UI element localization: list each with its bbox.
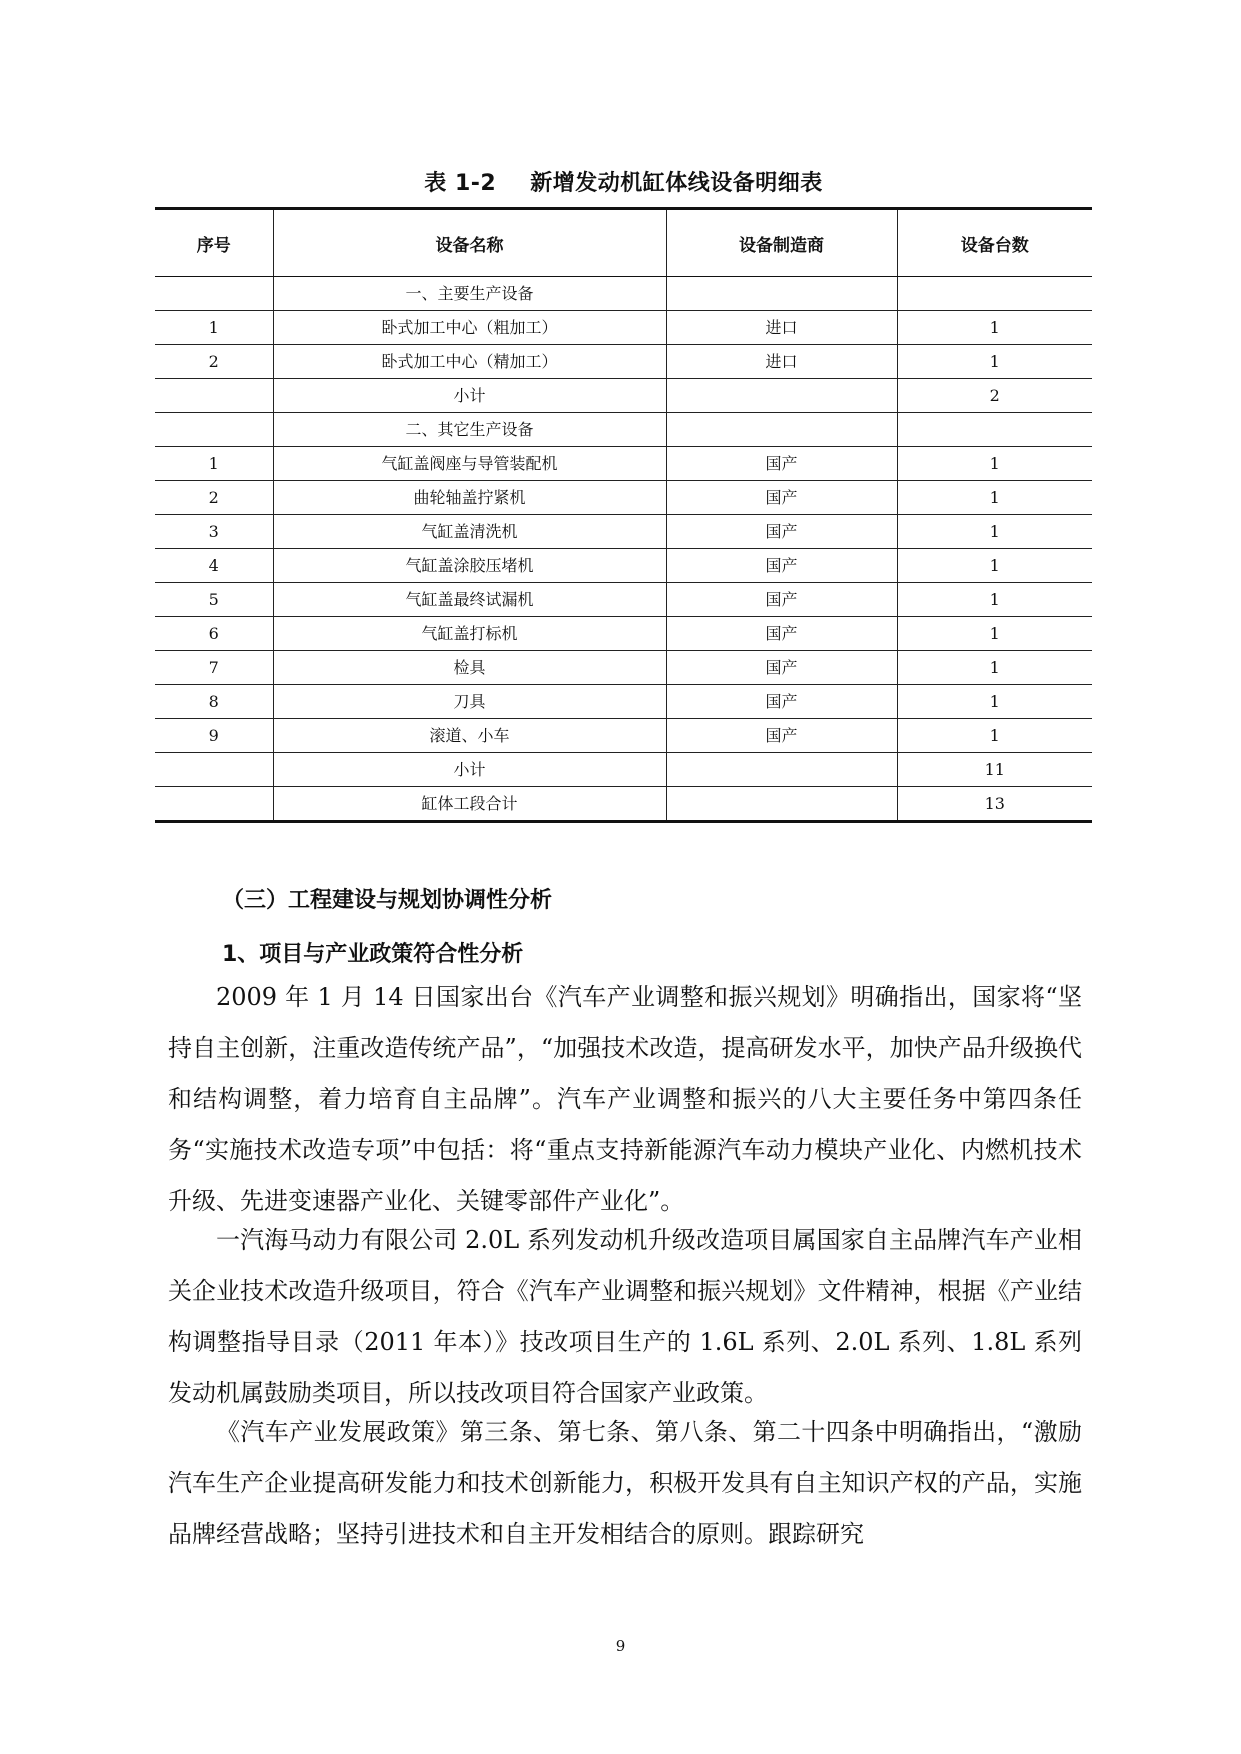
cell-equipment-name: 气缸盖阀座与导管装配机 <box>273 447 666 481</box>
cell-equipment-name: 气缸盖打标机 <box>273 617 666 651</box>
cell-equipment-name: 气缸盖清洗机 <box>273 515 666 549</box>
cell-equipment-name: 气缸盖最终试漏机 <box>273 583 666 617</box>
cell-equipment-name: 气缸盖涂胶压堵机 <box>273 549 666 583</box>
cell-quantity: 1 <box>897 311 1092 345</box>
cell-manufacturer: 进口 <box>666 311 897 345</box>
table-row <box>155 379 1092 413</box>
cell-equipment-name: 一、主要生产设备 <box>273 277 666 311</box>
cell-serial <box>155 379 273 413</box>
cell-serial: 8 <box>155 685 273 719</box>
cell-manufacturer <box>666 753 897 787</box>
header-quantity: 设备台数 <box>897 209 1092 277</box>
cell-serial <box>155 413 273 447</box>
cell-equipment-name: 小计 <box>273 379 666 413</box>
cell-quantity: 1 <box>897 345 1092 379</box>
cell-serial: 2 <box>155 481 273 515</box>
table-row <box>155 447 1092 481</box>
table-row <box>155 549 1092 583</box>
body-paragraph: 2009 年 1 月 14 日国家出台《汽车产业调整和振兴规划》明确指出，国家将“坚持自主创新，注重改造传统产品”，“加强技术改造，提高研发水平，加快产品升级换代和结构调整，着力培育自主品牌”。汽车产业调整和振兴的八大主要任务中第四条任务“实施技术改造专项”中包括：将“重点支持新能源汽车动力模块产业化、内燃机技术升级、先进变速器产业化、关键零部件产业化”。 <box>168 983 1082 1215</box>
cell-quantity: 13 <box>897 787 1092 822</box>
cell-quantity: 1 <box>897 447 1092 481</box>
table-row <box>155 617 1092 651</box>
table-row <box>155 515 1092 549</box>
cell-manufacturer: 国产 <box>666 447 897 481</box>
table-row <box>155 719 1092 753</box>
cell-equipment-name: 检具 <box>273 651 666 685</box>
table-row <box>155 753 1092 787</box>
cell-equipment-name: 卧式加工中心（精加工） <box>273 345 666 379</box>
cell-serial <box>155 277 273 311</box>
cell-manufacturer <box>666 413 897 447</box>
cell-manufacturer: 国产 <box>666 583 897 617</box>
cell-equipment-name: 卧式加工中心（粗加工） <box>273 311 666 345</box>
cell-manufacturer <box>666 277 897 311</box>
cell-equipment-name: 小计 <box>273 753 666 787</box>
cell-equipment-name: 二、其它生产设备 <box>273 413 666 447</box>
cell-serial <box>155 753 273 787</box>
cell-manufacturer: 国产 <box>666 617 897 651</box>
cell-serial: 1 <box>155 447 273 481</box>
cell-quantity: 1 <box>897 617 1092 651</box>
cell-manufacturer: 国产 <box>666 481 897 515</box>
cell-quantity <box>897 413 1092 447</box>
cell-manufacturer <box>666 787 897 822</box>
cell-quantity: 1 <box>897 481 1092 515</box>
cell-equipment-name: 刀具 <box>273 685 666 719</box>
header-serial: 序号 <box>155 209 273 277</box>
table-row <box>155 277 1092 311</box>
header-equipment-name: 设备名称 <box>273 209 666 277</box>
cell-quantity: 1 <box>897 719 1092 753</box>
body-paragraph: 《汽车产业发展政策》第三条、第七条、第八条、第二十四条中明确指出，“激励汽车生产企业提高研发能力和技术创新能力，积极开发具有自主知识产权的产品，实施品牌经营战略；坚持引进技术和自主开发相结合的原则。跟踪研究 <box>168 1418 1082 1548</box>
cell-serial: 4 <box>155 549 273 583</box>
cell-quantity: 2 <box>897 379 1092 413</box>
cell-manufacturer <box>666 379 897 413</box>
table-row <box>155 787 1092 822</box>
cell-quantity: 1 <box>897 583 1092 617</box>
cell-quantity <box>897 277 1092 311</box>
subsection-heading: 1、项目与产业政策符合性分析 <box>222 942 524 967</box>
cell-quantity: 1 <box>897 515 1092 549</box>
table-title-text: 新增发动机缸体线设备明细表 <box>530 171 823 196</box>
cell-equipment-name: 滚道、小车 <box>273 719 666 753</box>
table-row <box>155 651 1092 685</box>
cell-serial: 1 <box>155 311 273 345</box>
cell-manufacturer: 国产 <box>666 685 897 719</box>
table-title-label: 表 1-2 <box>424 171 497 196</box>
header-manufacturer: 设备制造商 <box>666 209 897 277</box>
cell-quantity: 1 <box>897 685 1092 719</box>
cell-serial: 7 <box>155 651 273 685</box>
table-row <box>155 311 1092 345</box>
cell-serial: 9 <box>155 719 273 753</box>
table-row <box>155 685 1092 719</box>
cell-serial: 6 <box>155 617 273 651</box>
cell-manufacturer: 进口 <box>666 345 897 379</box>
section-heading: （三）工程建设与规划协调性分析 <box>222 888 553 913</box>
cell-serial <box>155 787 273 822</box>
cell-quantity: 1 <box>897 651 1092 685</box>
table-title <box>155 170 1092 198</box>
cell-manufacturer: 国产 <box>666 651 897 685</box>
cell-manufacturer: 国产 <box>666 549 897 583</box>
table-header-row <box>155 209 1092 277</box>
page-number: 9 <box>615 1637 626 1655</box>
cell-manufacturer: 国产 <box>666 719 897 753</box>
cell-serial: 5 <box>155 583 273 617</box>
cell-serial: 3 <box>155 515 273 549</box>
cell-quantity: 11 <box>897 753 1092 787</box>
body-paragraph: 一汽海马动力有限公司 2.0L 系列发动机升级改造项目属国家自主品牌汽车产业相关企业技术改造升级项目，符合《汽车产业调整和振兴规划》文件精神，根据《产业结构调整指导目录（2011 年本）》技改项目生产的 1.6L 系列、2.0L 系列、1.8L 系列发动机属鼓励类项目，所以技改项目符合国家产业政策。 <box>168 1226 1082 1407</box>
table-row <box>155 345 1092 379</box>
table-row <box>155 481 1092 515</box>
cell-equipment-name: 缸体工段合计 <box>273 787 666 822</box>
table-row <box>155 413 1092 447</box>
cell-serial: 2 <box>155 345 273 379</box>
table-row <box>155 583 1092 617</box>
equipment-table <box>155 207 1092 823</box>
cell-quantity: 1 <box>897 549 1092 583</box>
cell-equipment-name: 曲轮轴盖拧紧机 <box>273 481 666 515</box>
cell-manufacturer: 国产 <box>666 515 897 549</box>
